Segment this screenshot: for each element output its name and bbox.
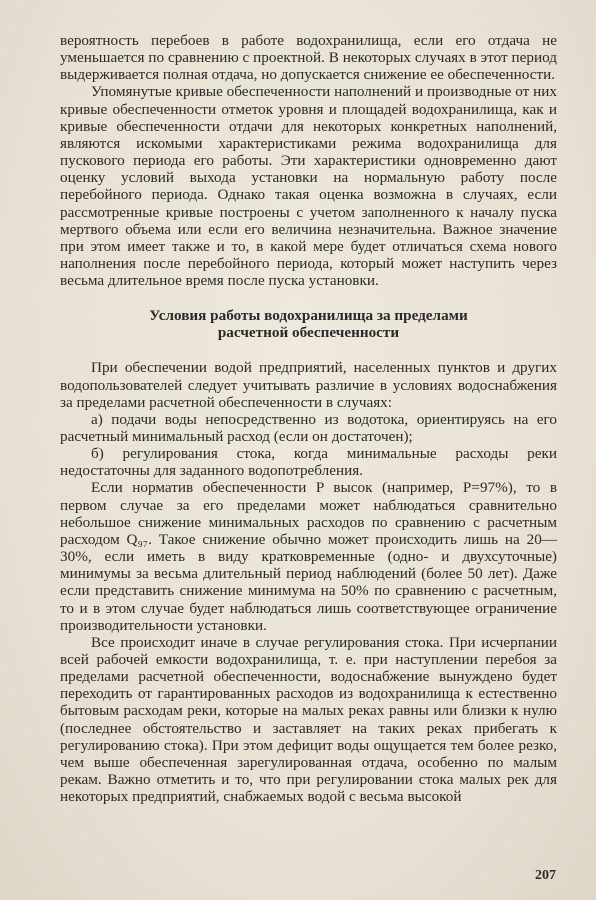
section-heading-line-2: расчетной обеспеченности [217, 324, 400, 342]
paragraph-regulation: Все происходит иначе в случае регулирования стока. При исчерпании всей рабочей емкости водохранилища, т. е. при наступлении перебоя за пределами расчетной обеспеченности, водоснабжение вынуждено будет переходить от гарантированных расходов из водохранилища к естественно бытовым расходам реки, которые на малых реках равны или близки к нулю (последнее обстоятельство и заставляет на таких реках прибегать к регулированию стока). При этом дефицит воды ощущается тем более резко, чем выше обеспеченная зарегулированная отдача, особенно по малым рекам. Важно отметить и то, что при регулировании стока малых рек для некоторых предприятий, снабжаемых водой с весьма высокой [60, 633, 557, 806]
paragraph-curves: Упомянутые кривые обеспеченности наполнений и производные от них кривые обеспеченности отметок уровня и площадей водохранилища, как и кривые обеспеченности отдачи для некоторых конкретных наполнений, являются искомыми характеристиками режима водохранилища для пускового периода его работы. Эти характеристики одновременно дают оценку условий выхода установки на нормальную работу после перебойного периода. Однако такая оценка возможна в случаях, если рассмотренные кривые построены с учетом заполненного к началу пуска мертвого объема или если его величина незначительна. Важное значение при этом имеет также и то, в какой мере будет отличаться схема нового наполнения после перебойного периода, который может наступить через весьма длительное время после пуска установки. [60, 83, 557, 290]
page-number: 207 [535, 868, 556, 883]
page-body [60, 32, 557, 805]
paragraph-intro: При обеспечении водой предприятий, населенных пунктов и других водопользователей следует учитывать различие в условиях водоснабжения за пределами расчетной обеспеченности в случаях: [60, 359, 557, 411]
paragraph-continuation: вероятность перебоев в работе водохранилища, если его отдача не уменьшается по сравнению с проектной. В некоторых случаях в этот период выдерживается полная отдача, но допускается снижение ее обеспеченности. [60, 32, 557, 84]
section-heading-line-1: Условия работы водохранилища за пределами [149, 307, 468, 325]
list-item-b: б) регулирования стока, когда минимальные расходы реки недостаточны для заданного водопотребления. [60, 445, 557, 480]
section-heading [60, 307, 557, 341]
paragraph-norm: Если норматив обеспеченности P высок (например, P=97%), то в первом случае за его пределами может наблюдаться сравнительно небольшое снижение минимальных расходов по сравнению с расчетным расходом Q₉₇. Такое снижение обычно может происходить лишь на 20—30%, если иметь в виду кратковременные (одно- и двухсуточные) минимумы за весьма длительный период наблюдений (более 50 лет). Даже если представить снижение минимума на 50% по сравнению с расчетным, то и в этом случае будет наблюдаться лишь соответствующее ограничение производительности установки. [60, 479, 557, 634]
list-item-a: а) подачи воды непосредственно из водотока, ориентируясь на его расчетный минимальный расход (если он достаточен); [60, 410, 557, 445]
